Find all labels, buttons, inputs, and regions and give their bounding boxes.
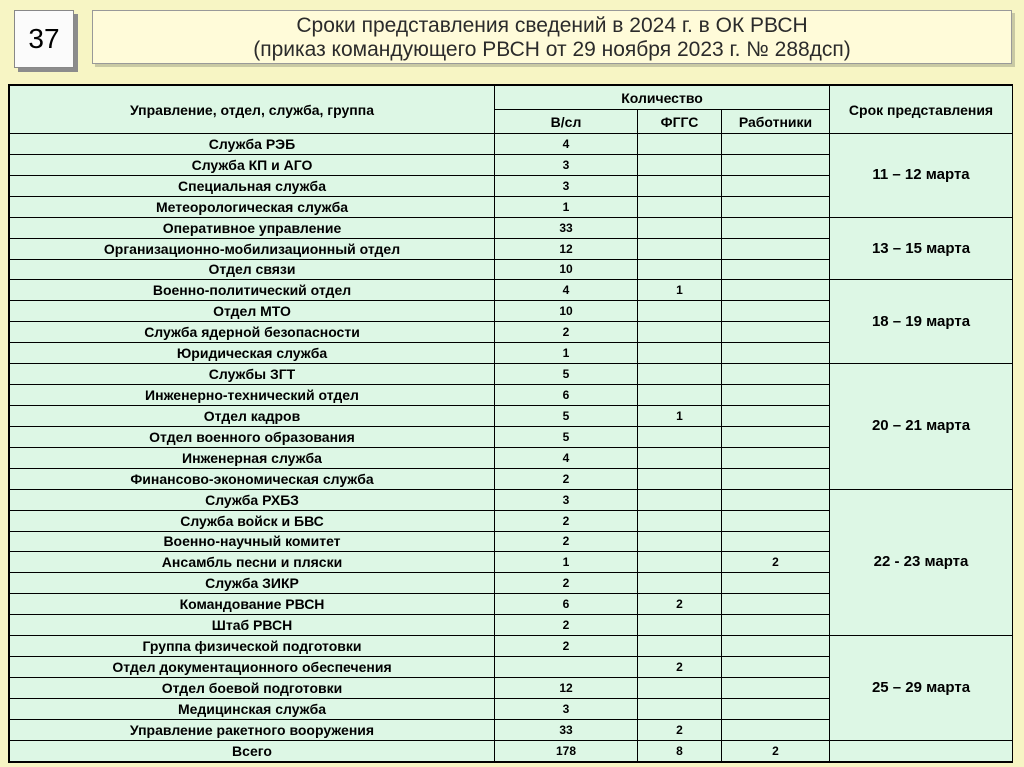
vsl-cell: 2	[495, 573, 638, 594]
unit-name-cell: Штаб РВСН	[10, 615, 495, 636]
vsl-cell	[495, 657, 638, 678]
unit-name-cell: Всего	[10, 740, 495, 761]
unit-name-cell: Группа физической подготовки	[10, 636, 495, 657]
workers-cell: 2	[722, 740, 830, 761]
vsl-cell: 5	[495, 364, 638, 385]
fggs-cell	[638, 364, 722, 385]
fggs-cell	[638, 489, 722, 510]
deadline-cell: 22 - 23 марта	[830, 489, 1013, 635]
workers-cell	[722, 615, 830, 636]
table-row	[10, 280, 1013, 301]
unit-name-cell: Отдел связи	[10, 259, 495, 280]
fggs-cell	[638, 677, 722, 698]
unit-name-cell: Службы ЗГТ	[10, 364, 495, 385]
vsl-cell: 1	[495, 343, 638, 364]
deadlines-table-container	[8, 84, 1013, 763]
fggs-cell	[638, 301, 722, 322]
fggs-cell	[638, 552, 722, 573]
fggs-cell: 1	[638, 280, 722, 301]
fggs-cell	[638, 217, 722, 238]
fggs-cell	[638, 573, 722, 594]
unit-name-cell: Отдел кадров	[10, 405, 495, 426]
workers-cell	[722, 343, 830, 364]
unit-name-cell: Специальная служба	[10, 175, 495, 196]
workers-cell	[722, 301, 830, 322]
vsl-cell: 2	[495, 468, 638, 489]
header-quantity: Количество	[495, 86, 830, 110]
fggs-cell: 8	[638, 740, 722, 761]
unit-name-cell: Отдел боевой подготовки	[10, 677, 495, 698]
deadline-cell: 20 – 21 марта	[830, 364, 1013, 490]
workers-cell	[722, 447, 830, 468]
vsl-cell: 3	[495, 175, 638, 196]
workers-cell	[722, 238, 830, 259]
fggs-cell	[638, 343, 722, 364]
vsl-cell: 3	[495, 154, 638, 175]
fggs-cell	[638, 385, 722, 406]
workers-cell	[722, 154, 830, 175]
table-row	[10, 740, 1013, 761]
workers-cell	[722, 510, 830, 531]
table-body	[10, 134, 1013, 762]
fggs-cell	[638, 134, 722, 155]
fggs-cell: 1	[638, 405, 722, 426]
vsl-cell: 178	[495, 740, 638, 761]
workers-cell	[722, 217, 830, 238]
table-row	[10, 364, 1013, 385]
deadline-cell: 18 – 19 марта	[830, 280, 1013, 364]
workers-cell	[722, 719, 830, 740]
fggs-cell	[638, 447, 722, 468]
unit-name-cell: Ансамбль песни и пляски	[10, 552, 495, 573]
fggs-cell	[638, 426, 722, 447]
fggs-cell	[638, 636, 722, 657]
vsl-cell: 33	[495, 719, 638, 740]
fggs-cell	[638, 238, 722, 259]
workers-cell	[722, 280, 830, 301]
workers-cell	[722, 259, 830, 280]
header-vsl: В/сл	[495, 110, 638, 134]
workers-cell	[722, 364, 830, 385]
header-deadline: Срок представления	[830, 86, 1013, 134]
vsl-cell: 10	[495, 301, 638, 322]
header-workers: Работники	[722, 110, 830, 134]
workers-cell	[722, 322, 830, 343]
table-row	[10, 489, 1013, 510]
unit-name-cell: Командование РВСН	[10, 594, 495, 615]
vsl-cell: 4	[495, 134, 638, 155]
unit-name-cell: Метеорологическая служба	[10, 196, 495, 217]
vsl-cell: 2	[495, 615, 638, 636]
workers-cell	[722, 385, 830, 406]
deadline-cell: 11 – 12 марта	[830, 134, 1013, 218]
header-fggs: ФГГС	[638, 110, 722, 134]
workers-cell	[722, 573, 830, 594]
unit-name-cell: Финансово-экономическая служба	[10, 468, 495, 489]
unit-name-cell: Служба ядерной безопасности	[10, 322, 495, 343]
vsl-cell: 1	[495, 196, 638, 217]
fggs-cell	[638, 468, 722, 489]
vsl-cell: 3	[495, 698, 638, 719]
fggs-cell	[638, 259, 722, 280]
workers-cell: 2	[722, 552, 830, 573]
table-row	[10, 636, 1013, 657]
unit-name-cell: Организационно-мобилизационный отдел	[10, 238, 495, 259]
workers-cell	[722, 134, 830, 155]
vsl-cell: 5	[495, 405, 638, 426]
unit-name-cell: Служба РХБЗ	[10, 489, 495, 510]
header-unit: Управление, отдел, служба, группа	[10, 86, 495, 134]
fggs-cell	[638, 531, 722, 552]
vsl-cell: 4	[495, 280, 638, 301]
unit-name-cell: Служба ЗИКР	[10, 573, 495, 594]
vsl-cell: 6	[495, 594, 638, 615]
vsl-cell: 6	[495, 385, 638, 406]
title-line-2: (приказ командующего РВСН от 29 ноября 2023 г. № 288дсп)	[253, 38, 851, 61]
unit-name-cell: Медицинская служба	[10, 698, 495, 719]
workers-cell	[722, 405, 830, 426]
unit-name-cell: Юридическая служба	[10, 343, 495, 364]
vsl-cell: 2	[495, 636, 638, 657]
deadline-cell: 13 – 15 марта	[830, 217, 1013, 280]
unit-name-cell: Служба КП и АГО	[10, 154, 495, 175]
unit-name-cell: Отдел военного образования	[10, 426, 495, 447]
vsl-cell: 2	[495, 531, 638, 552]
workers-cell	[722, 196, 830, 217]
vsl-cell: 2	[495, 322, 638, 343]
vsl-cell: 33	[495, 217, 638, 238]
unit-name-cell: Служба РЭБ	[10, 134, 495, 155]
unit-name-cell: Военно-политический отдел	[10, 280, 495, 301]
vsl-cell: 1	[495, 552, 638, 573]
unit-name-cell: Инженерная служба	[10, 447, 495, 468]
unit-name-cell: Управление ракетного вооружения	[10, 719, 495, 740]
fggs-cell	[638, 175, 722, 196]
workers-cell	[722, 489, 830, 510]
table-row	[10, 134, 1013, 155]
unit-name-cell: Отдел МТО	[10, 301, 495, 322]
fggs-cell	[638, 154, 722, 175]
fggs-cell	[638, 615, 722, 636]
fggs-cell	[638, 322, 722, 343]
fggs-cell: 2	[638, 594, 722, 615]
vsl-cell: 12	[495, 238, 638, 259]
fggs-cell	[638, 510, 722, 531]
workers-cell	[722, 594, 830, 615]
deadline-cell: 25 – 29 марта	[830, 636, 1013, 741]
vsl-cell: 5	[495, 426, 638, 447]
vsl-cell: 3	[495, 489, 638, 510]
unit-name-cell: Оперативное управление	[10, 217, 495, 238]
workers-cell	[722, 426, 830, 447]
fggs-cell	[638, 196, 722, 217]
slide-number: 37	[14, 10, 74, 68]
deadline-cell	[830, 740, 1013, 761]
fggs-cell: 2	[638, 657, 722, 678]
slide-title	[92, 10, 1012, 64]
unit-name-cell: Отдел документационного обеспечения	[10, 657, 495, 678]
workers-cell	[722, 175, 830, 196]
vsl-cell: 10	[495, 259, 638, 280]
unit-name-cell: Военно-научный комитет	[10, 531, 495, 552]
workers-cell	[722, 636, 830, 657]
fggs-cell: 2	[638, 719, 722, 740]
workers-cell	[722, 677, 830, 698]
workers-cell	[722, 698, 830, 719]
unit-name-cell: Инженерно-технический отдел	[10, 385, 495, 406]
title-line-1: Сроки представления сведений в 2024 г. в ОК РВСН	[296, 14, 808, 37]
vsl-cell: 4	[495, 447, 638, 468]
deadlines-table	[9, 85, 1013, 762]
table-row	[10, 217, 1013, 238]
workers-cell	[722, 531, 830, 552]
workers-cell	[722, 468, 830, 489]
unit-name-cell: Служба войск и БВС	[10, 510, 495, 531]
fggs-cell	[638, 698, 722, 719]
vsl-cell: 12	[495, 677, 638, 698]
vsl-cell: 2	[495, 510, 638, 531]
workers-cell	[722, 657, 830, 678]
